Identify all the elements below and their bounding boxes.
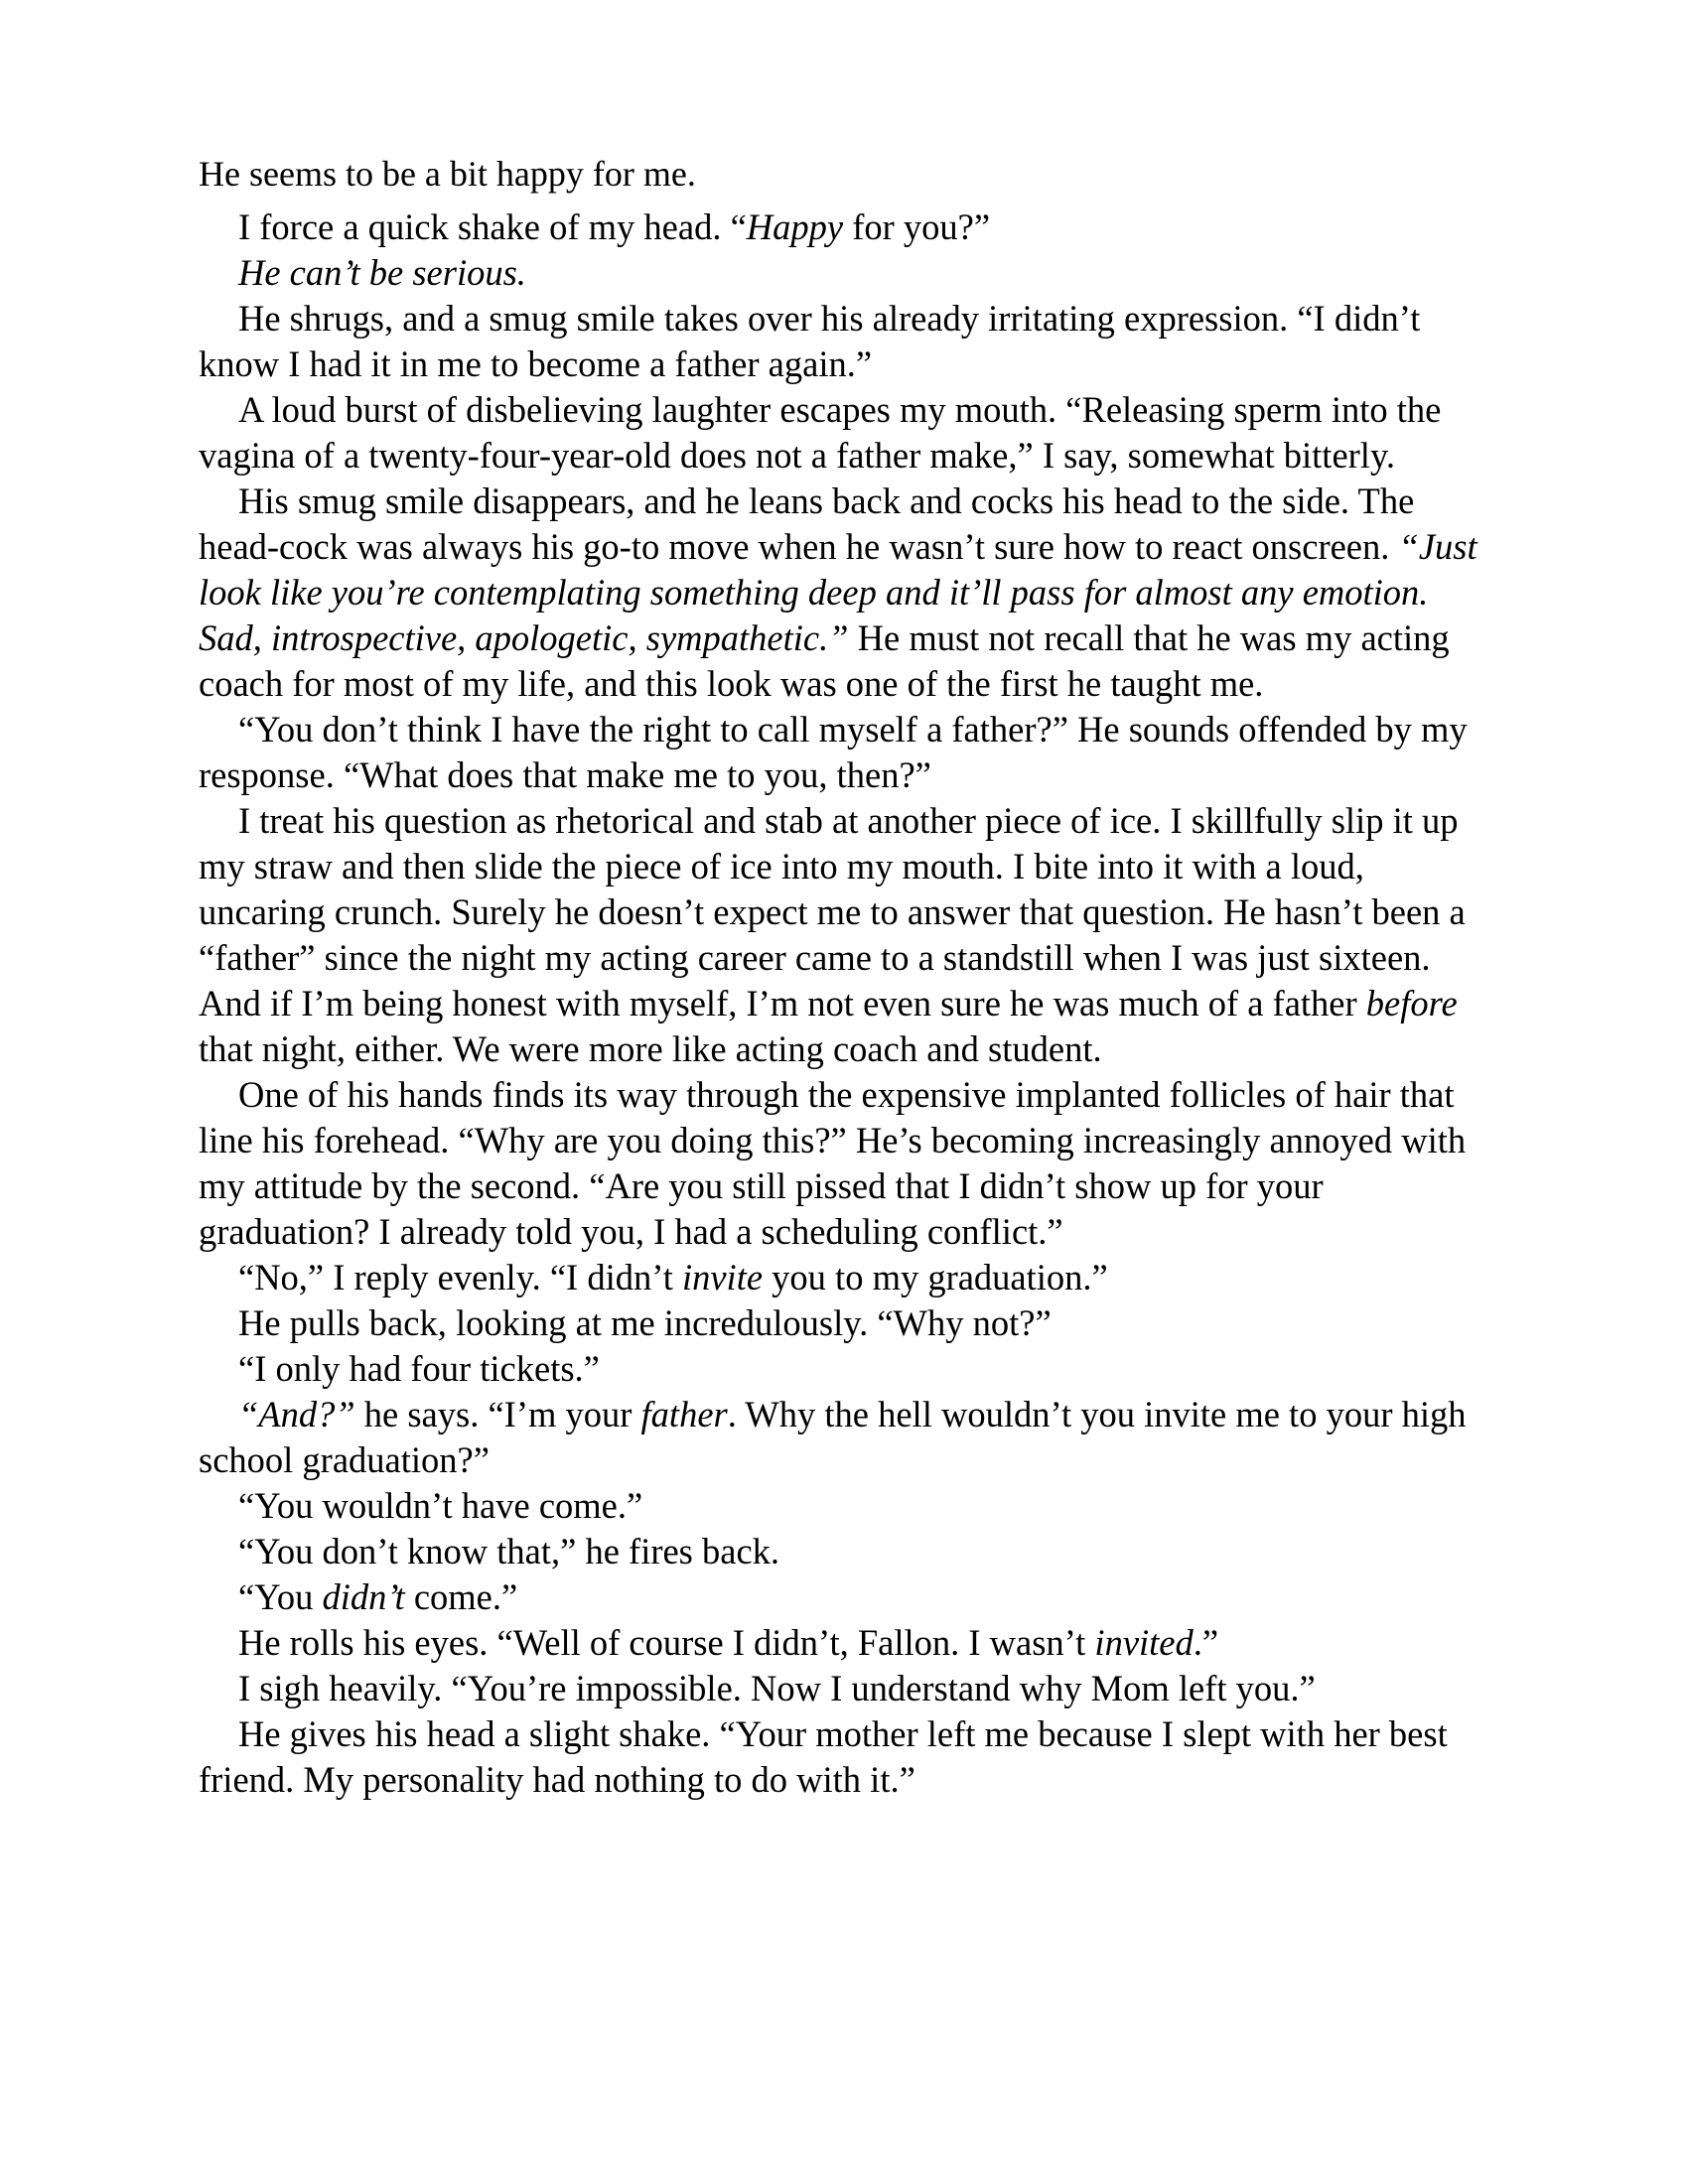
text-run: come.” (404, 1576, 518, 1617)
italic-text: invite (681, 1257, 764, 1297)
paragraph (199, 296, 1489, 387)
text-run: He rolls his eyes. “Well of course I didn’t, Fallon. I wasn’t (238, 1622, 1095, 1663)
paragraph (199, 250, 1489, 296)
text-run: he says. “I’m your (354, 1394, 641, 1434)
text-run: “You wouldn’t have come.” (238, 1485, 643, 1526)
body-text (199, 205, 1489, 1803)
text-run: A loud burst of disbelieving laughter escapes my mouth. “Releasing sperm into the vagina of a twenty-four-year-old does not a father make,” I say, somewhat bitterly. (199, 389, 1442, 476)
paragraph (199, 1711, 1489, 1803)
clipped-text: He seems to be a bit happy for me. (199, 154, 696, 194)
paragraph (199, 1392, 1489, 1483)
text-run: “I only had four tickets.” (238, 1348, 600, 1389)
italic-text: “And?” (238, 1394, 355, 1434)
text-run: . Why the hell wouldn’t you invite me to your high school graduation?” (199, 1394, 1467, 1480)
text-run: He must not recall that he was my acting coach for most of my life, and this look was one of the first he taught me. (199, 617, 1450, 704)
text-run: His smug smile disappears, and he leans back and cocks his head to the side. The head-cock was always his go-to move when he wasn’t sure how to react onscreen. (199, 480, 1415, 567)
italic-text: Happy (746, 206, 844, 247)
text-run: for you?” (843, 206, 991, 247)
text-run: .” (1193, 1622, 1219, 1663)
italic-text: invited (1094, 1622, 1194, 1663)
text-run: that night, either. We were more like acting coach and student. (199, 1028, 1102, 1069)
text-run: He gives his head a slight shake. “Your mother left me because I slept with her best friend. My personality had nothing to do with it.” (199, 1713, 1448, 1800)
italic-text: before (1365, 983, 1458, 1024)
clipped-text-line (199, 154, 1489, 199)
italic-text: father (640, 1394, 728, 1434)
paragraph (199, 1346, 1489, 1392)
text-run: He pulls back, looking at me incredulously. “Why not?” (238, 1302, 1052, 1343)
paragraph (199, 798, 1489, 1072)
text-run: “No,” I reply evenly. “I didn’t (238, 1257, 682, 1297)
paragraph (199, 707, 1489, 798)
text-run: “You don’t think I have the right to call myself a father?” He sounds offended by my response. “What does that make me to you, then?” (199, 709, 1468, 795)
text-run: “You (238, 1576, 323, 1617)
paragraph (199, 1300, 1489, 1346)
text-run: you to my graduation.” (763, 1257, 1108, 1297)
text-run: I force a quick shake of my head. “ (238, 206, 747, 247)
italic-text: “Just look like you’re contemplating something deep and it’ll pass for almost any emotion. Sad, introspective, apologetic, sympathetic.” (199, 526, 1477, 658)
text-run: He shrugs, and a smug smile takes over his already irritating expression. “I didn’t know I had it in me to become a father again.” (199, 298, 1421, 384)
paragraph (199, 1574, 1489, 1620)
italic-text: He can’t be serious. (238, 252, 526, 293)
paragraph (199, 1529, 1489, 1574)
paragraph (199, 1620, 1489, 1666)
text-run: I sigh heavily. “You’re impossible. Now I understand why Mom left you.” (238, 1668, 1316, 1708)
text-run: “You don’t know that,” he fires back. (238, 1531, 780, 1571)
paragraph (199, 478, 1489, 707)
italic-text: didn’t (322, 1576, 405, 1617)
paragraph (199, 1255, 1489, 1300)
text-run: I treat his question as rhetorical and stab at another piece of ice. I skillfully slip it up my straw and then slide the piece of ice into my mouth. I bite into it with a loud, uncaring crunch. Surely he doesn’t expect me to answer that question. He hasn’t been a “father” since the night my acting career came to a standstill when I was just sixteen. And if I’m being honest with myself, I’m not even sure he was much of a father (199, 800, 1466, 1024)
paragraph (199, 1072, 1489, 1255)
text-run: One of his hands finds its way through the expensive implanted follicles of hair that line his forehead. “Why are you doing this?” He’s becoming increasingly annoyed with my attitude by the second. “Are you still pissed that I didn’t show up for your graduation? I already told you, I had a scheduling conflict.” (199, 1074, 1467, 1252)
paragraph (199, 387, 1489, 478)
paragraph (199, 1483, 1489, 1529)
paragraph (199, 205, 1489, 250)
paragraph (199, 1666, 1489, 1711)
